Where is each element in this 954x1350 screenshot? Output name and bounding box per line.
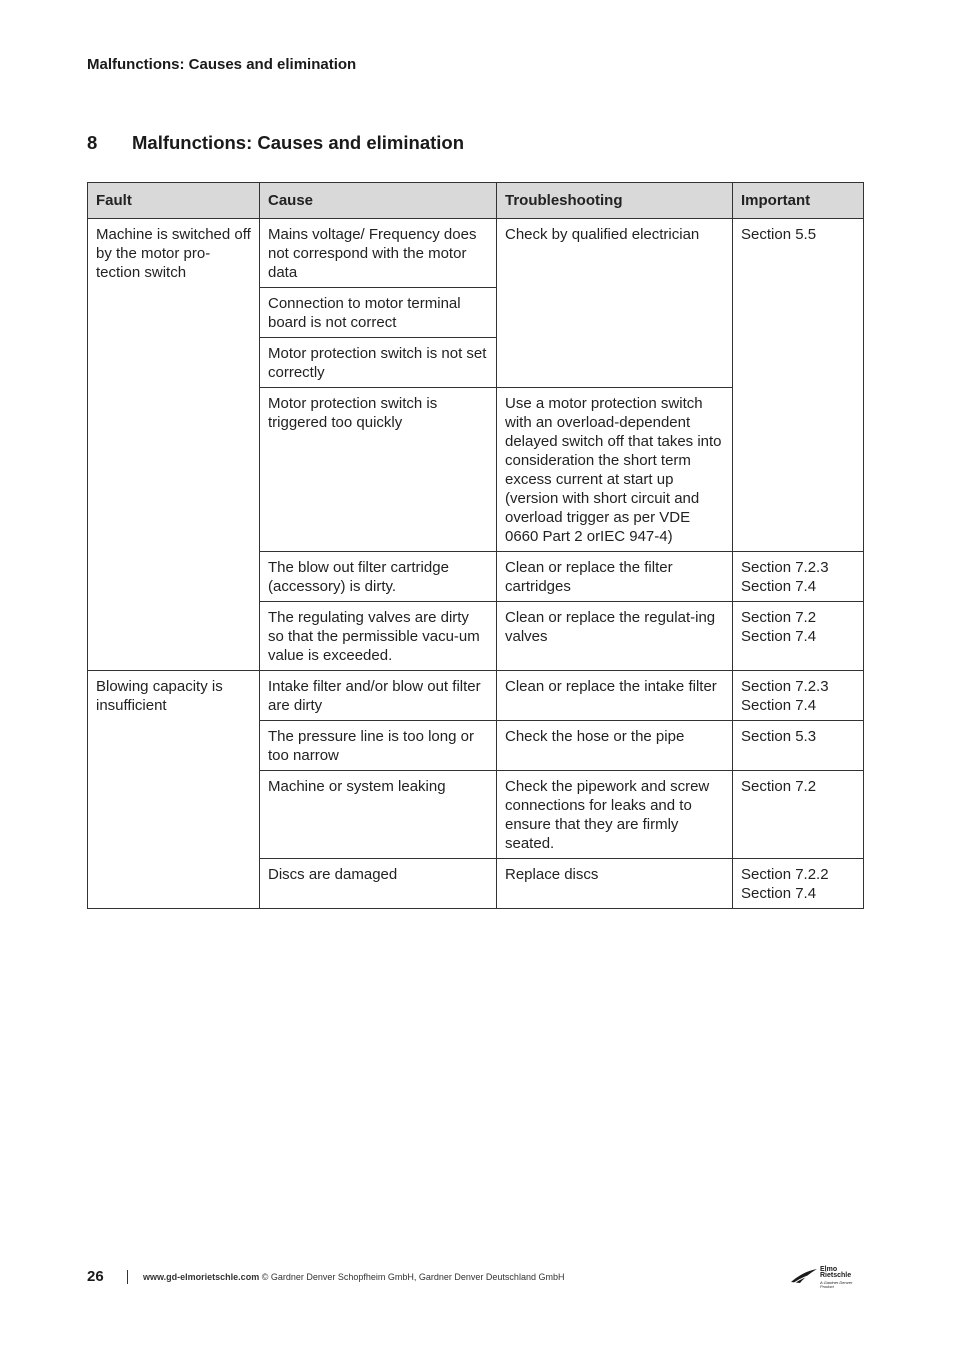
troubleshooting-cell: Clean or replace the regulat-ing valves — [497, 602, 733, 671]
section-heading — [87, 132, 464, 154]
section-reference: Section 7.2.3 — [741, 678, 829, 695]
section-reference: Section 7.2 — [741, 778, 817, 795]
footer-divider — [127, 1270, 128, 1284]
logo-line-1: Elmo — [820, 1266, 838, 1273]
troubleshooting-cell: Check the hose or the pipe — [497, 721, 733, 771]
cause-cell: The blow out filter cartridge (accessory) is dirty. — [260, 552, 497, 602]
important-cell: Section 5.5 — [733, 219, 864, 552]
cause-cell: Machine or system leaking — [260, 771, 497, 859]
cause-cell: Discs are damaged — [260, 859, 497, 909]
footer-copyright — [143, 1272, 564, 1282]
header-important: Important — [733, 183, 864, 219]
company-logo — [790, 1266, 864, 1290]
section-reference: Section 7.4 — [741, 578, 817, 595]
cause-cell: The pressure line is too long or too narrow — [260, 721, 497, 771]
cause-cell: The regulating valves are dirty so that the permissible vacu-um value is exceeded. — [260, 602, 497, 671]
table-row — [88, 219, 864, 288]
cause-cell: Connection to motor terminal board is not correct — [260, 288, 497, 338]
troubleshooting-cell: Replace discs — [497, 859, 733, 909]
cause-cell: Motor protection switch is triggered too quickly — [260, 388, 497, 552]
important-cell — [733, 671, 864, 721]
table-row — [88, 671, 864, 721]
section-reference: Section 7.2 — [741, 609, 817, 626]
section-reference: Section 7.2.3 — [741, 559, 829, 576]
running-header: Malfunctions: Causes and elimination — [87, 56, 357, 73]
section-title: Malfunctions: Causes and elimination — [132, 132, 465, 153]
section-number: 8 — [87, 132, 98, 153]
troubleshooting-cell: Clean or replace the intake filter — [497, 671, 733, 721]
website-link[interactable]: www.gd-elmorietschle.com — [143, 1272, 260, 1282]
troubleshooting-cell: Use a motor protection switch with an overload-dependent delayed switch off that takes into consideration the short term excess current at start up (version with short circuit and overload trigger as per VDE 0660 Part 2 orIEC 947-4) — [497, 388, 733, 552]
troubleshooting-cell: Check the pipework and screw connections for leaks and to ensure that they are firmly seated. — [497, 771, 733, 859]
important-cell — [733, 859, 864, 909]
important-cell — [733, 602, 864, 671]
fault-cell: Blowing capacity is insufficient — [88, 671, 260, 909]
important-cell — [733, 771, 864, 859]
section-reference: Section 7.4 — [741, 628, 817, 645]
section-reference: Section 7.4 — [741, 885, 817, 902]
malfunctions-table — [87, 182, 864, 909]
header-troubleshooting: Troubleshooting — [497, 183, 733, 219]
troubleshooting-cell: Clean or replace the filter cartridges — [497, 552, 733, 602]
cause-cell: Mains voltage/ Frequency does not correspond with the motor data — [260, 219, 497, 288]
troubleshooting-cell: Check by qualified electrician — [497, 219, 733, 388]
cause-cell: Intake filter and/or blow out filter are dirty — [260, 671, 497, 721]
page-footer — [87, 1268, 104, 1285]
important-cell — [733, 721, 864, 771]
important-cell — [733, 552, 864, 602]
section-reference: Section 7.2.2 — [741, 866, 829, 883]
fault-cell: Machine is switched off by the motor pro-tection switch — [88, 219, 260, 671]
section-reference: Section 7.4 — [741, 697, 817, 714]
header-fault: Fault — [88, 183, 260, 219]
page-number: 26 — [87, 1268, 104, 1285]
logo-line-2: Rietschle — [820, 1272, 852, 1279]
cause-cell: Motor protection switch is not set correctly — [260, 338, 497, 388]
logo-tagline: A Gardner Denver Product — [820, 1280, 853, 1289]
section-reference: Section 5.3 — [741, 728, 817, 745]
table-header-row — [88, 183, 864, 219]
logo-swoosh-icon — [790, 1268, 818, 1284]
header-cause: Cause — [260, 183, 497, 219]
copyright-text: © Gardner Denver Schopfheim GmbH, Gardner Denver Deutschland GmbH — [259, 1272, 565, 1282]
